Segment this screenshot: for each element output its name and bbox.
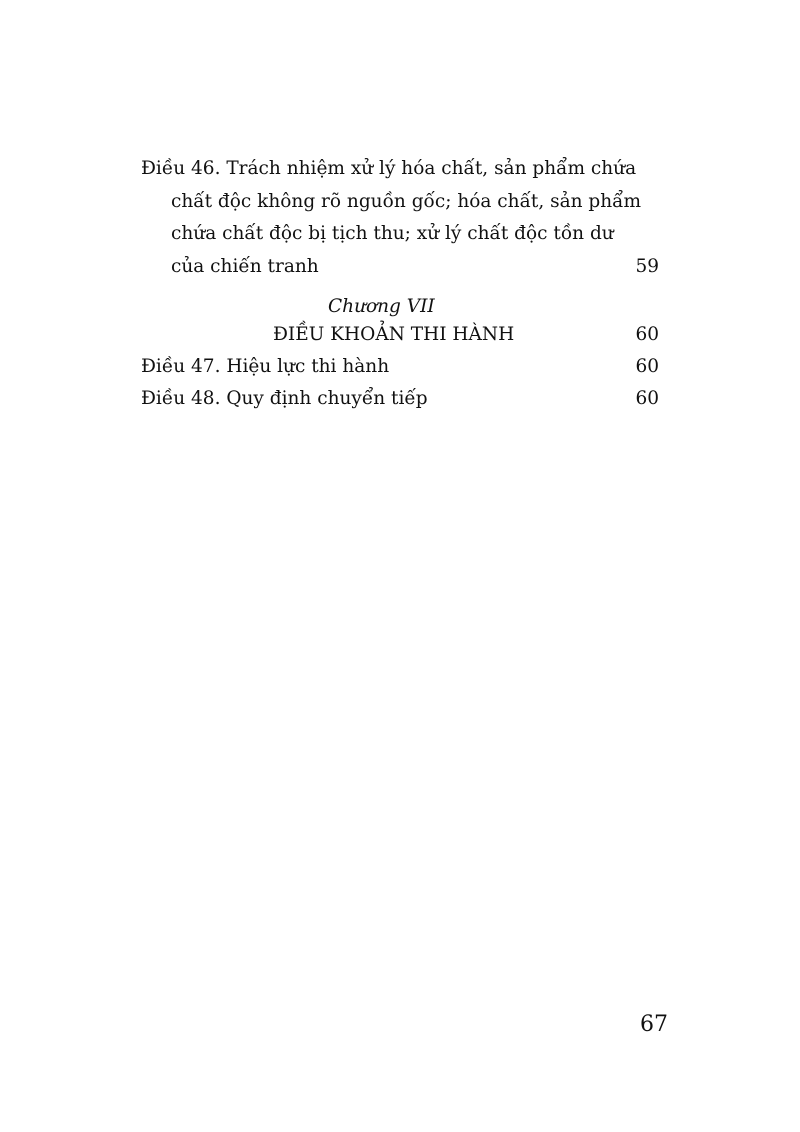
toc-entry-line: Điều 46. Trách nhiệm xử lý hóa chất, sản phẩm chứa: [141, 158, 637, 179]
toc-chapter-heading: [141, 295, 661, 351]
toc-entry-line: Điều 47. Hiệu lực thi hành: [141, 356, 390, 377]
toc-page-number: 60: [635, 388, 659, 409]
toc-page-number: 59: [635, 255, 659, 277]
chapter-title-text: ĐIỀU KHOẢN THI HÀNH: [273, 324, 515, 345]
page-number: 67: [640, 1012, 668, 1037]
table-of-contents: [141, 153, 661, 415]
toc-entry-article-48: [141, 383, 661, 415]
toc-entry-article-47: [141, 351, 661, 383]
chapter-label: Chương VII: [328, 296, 435, 317]
toc-entry-line: Điều 48. Quy định chuyển tiếp: [141, 388, 428, 409]
toc-page-number: 60: [635, 324, 659, 345]
toc-entry-line: chứa chất độc bị tịch thu; xử lý chất độc tồn dư: [171, 223, 614, 244]
toc-entry-line: chất độc không rõ nguồn gốc; hóa chất, sản phẩm: [171, 190, 642, 212]
chapter-title: [141, 319, 661, 351]
toc-entry-line: của chiến tranh: [171, 255, 319, 277]
toc-page-number: 60: [635, 356, 659, 377]
toc-entry-article-46: [141, 153, 661, 283]
